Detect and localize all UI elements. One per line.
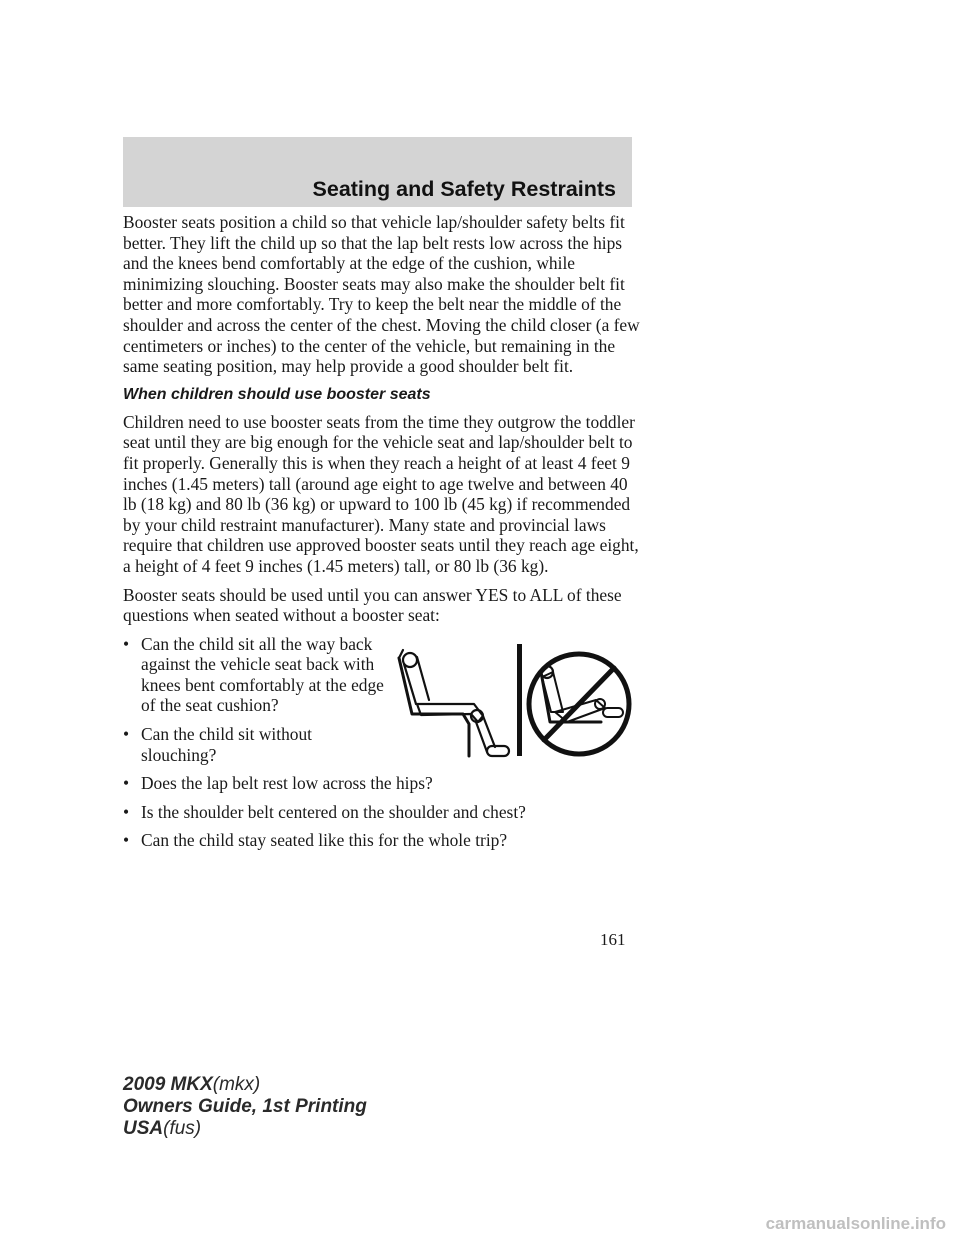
question-item (123, 773, 643, 794)
bullet: • (123, 633, 130, 654)
questions-intro: Booster seats should be used until you can answer YES to ALL of these questions when seated without a booster seat: (123, 584, 622, 626)
question-item (123, 802, 643, 823)
question-item (123, 634, 386, 716)
section-header (123, 137, 632, 207)
bullet: • (123, 830, 130, 851)
incorrect-seating-icon (529, 654, 629, 754)
bullet: • (123, 801, 130, 822)
divider-bar (517, 644, 522, 756)
watermark: carmanualsonline.info (765, 1214, 946, 1233)
question-text: Can the child sit all the way back against the vehicle seat back with knees bent comfortably at the edge of the seat cushion? (141, 633, 384, 716)
footer-model-code: (mkx) (212, 1074, 261, 1095)
booster-heading: When children should use booster seats (123, 385, 431, 403)
footer-region: USA (123, 1118, 164, 1139)
section-title: Seating and Safety Restraints (312, 177, 616, 201)
footer-line-model (123, 1074, 367, 1096)
page-content (123, 212, 643, 859)
footer-line-edition: Owners Guide, 1st Printing (123, 1096, 367, 1117)
footer-line-region (123, 1118, 367, 1140)
bullet: • (123, 724, 130, 745)
question-item (123, 724, 386, 765)
question-text: Can the child stay seated like this for the whole trip? (141, 830, 508, 851)
correct-seating-icon (399, 650, 509, 756)
question-text: Can the child sit without slouching? (141, 724, 312, 765)
page-number: 161 (600, 930, 626, 949)
footer-region-code: (fus) (163, 1118, 202, 1139)
question-item (123, 830, 643, 851)
when-paragraph: Children need to use booster seats from the time they outgrow the toddler seat until they are big enough for the vehicle seat and lap/shoulder belt to fit properly. Generally this is when they reach a height of at least 4 feet 9 inches (1.45 meters) tall (around age eight to age twelve and between 40 lb (18 kg) and 80 lb (36 kg) or upward to 100 lb (45 kg) if recommended by your child restraint manufacturer). Many state and provincial laws require that children use approved booster seats until they reach age eight, a height of 4 feet 9 inches (1.45 meters) tall, or 80 lb (36 kg). (123, 411, 639, 576)
questions-with-figure (123, 634, 643, 766)
bullet: • (123, 773, 130, 794)
question-list-top (123, 634, 391, 766)
intro-paragraph: Booster seats position a child so that vehicle lap/shoulder safety belts fit better. They lift the child up so that the lap belt rests low across the hips and the knees bend comfortably at the edge of the cushion, while minimizing slouching. Booster seats may also make the shoulder belt fit better and more comfortably. Try to keep the belt near the middle of the shoulder and across the center of the chest. Moving the child closer (a few centimeters or inches) to the center of the vehicle, but remaining in the same seating position, may help provide a good shoulder belt fit. (123, 212, 640, 377)
question-list-bottom (123, 773, 643, 851)
question-text: Does the lap belt rest low across the hips? (141, 773, 433, 794)
question-text: Is the shoulder belt centered on the shoulder and chest? (141, 801, 526, 822)
document-footer (123, 1074, 367, 1140)
seating-posture-illustration (391, 642, 636, 762)
footer-model: 2009 MKX (123, 1074, 213, 1095)
